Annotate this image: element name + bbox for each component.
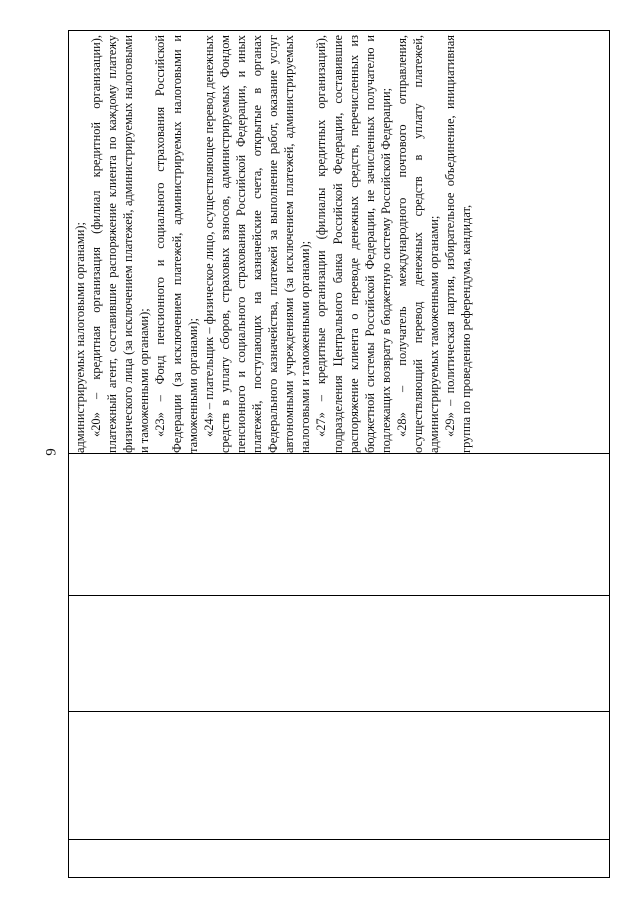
- column-divider: [69, 839, 609, 840]
- paragraph-status-24: «24» – плательщик – физическое лицо, осуществляющее перевод денежных средств в уплату сборов, страховых взносов, администрируемых Фондом пенсионного и социального страхования Российской Федерации, и иных платежей, поступающих на казначейские счета, открытые в органах Федерального казначейства, платежей за выполнение работ, оказание услуг автономными учреждениями (за исключением платежей, администрируемых налоговыми и таможенными органами);: [201, 35, 313, 453]
- column-divider: [69, 595, 609, 596]
- paragraph-status-23: «23» – Фонд пенсионного и социального страхования Российской Федерации (за исключением платежей, администрируемых налоговыми и таможенными органами);: [153, 35, 200, 453]
- paragraph-status-27: «27» – кредитные организации (филиалы кредитных организаций), подразделения Центрального банка Российской Федерации, составившие распоряжение клиента о переводе денежных средств, перечисленных из бюджетной системы Российской Федерации, не зачисленных получателю и подлежащих возврату в бюджетную систему Российской Федерации;: [314, 35, 393, 453]
- paragraph-status-29: «29» – политическая партия, избирательное объединение, инициативная группа по проведению референдума, кандидат,: [443, 35, 474, 453]
- paragraph-continuation: администрируемых налоговыми органами);: [73, 222, 87, 453]
- column-divider: [69, 711, 609, 712]
- page-number: 9: [43, 448, 60, 456]
- column-divider: [69, 453, 609, 454]
- paragraph-status-28: «28» – получатель международного почтового отправления, осуществляющий перевод денежных средств в уплату платежей, администрируемых таможенными органами;: [394, 35, 442, 453]
- table-cell-text: [72, 35, 606, 453]
- paragraph-status-20: «20» – кредитная организация (филиал кредитной организации), платежный агент, составившие распоряжение клиента по каждому платежу физического лица (за исключением платежей, администрируемых налоговыми и таможенными органами);: [89, 35, 152, 453]
